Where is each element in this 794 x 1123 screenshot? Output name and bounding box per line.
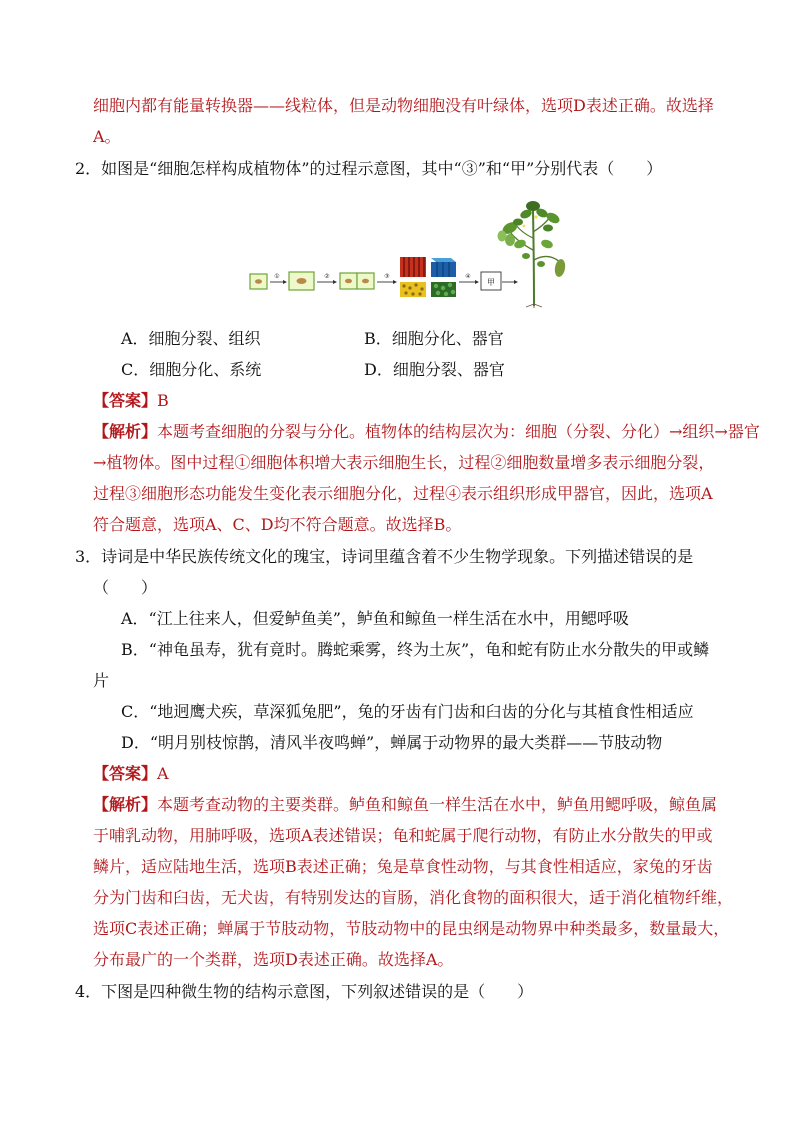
question-3-analysis-line-4: 分为门齿和臼齿，无犬齿，有特别发达的盲肠，消化食物的面积很大，适于消化植物纤维， <box>93 888 734 907</box>
question-2-analysis-line-1 <box>93 422 760 442</box>
prev-analysis-line-1: 细胞内都有能量转换器——线粒体，但是动物细胞没有叶绿体，选项D表述正确。故选择 <box>93 96 714 115</box>
analysis-tag: 【解析】 <box>93 795 158 814</box>
question-3-option-c: C．“地迥鹰犬疾，草深狐兔肥”，兔的牙齿有门齿和臼齿的分化与其植食性相适应 <box>121 702 694 721</box>
question-3-option-d: D．“明月别枝惊鹊，清风半夜鸣蝉”，蝉属于动物界的最大类群——节肢动物 <box>121 733 663 752</box>
step-label-1: ① <box>274 273 280 280</box>
question-3-analysis-line-3: 鳞片，适应陆地生活，选项B表述正确；兔是草食性动物，与其食性相适应，家兔的牙齿 <box>93 857 713 876</box>
analysis-tag: 【解析】 <box>93 422 158 441</box>
question-3-stem-line-2: （ ） <box>93 578 158 597</box>
single-cell-2 <box>289 272 314 290</box>
question-2-option-c: C．细胞分化、系统 <box>121 360 262 379</box>
question-3-answer <box>93 764 169 784</box>
question-3-option-b: B．“神龟虽寿，犹有竟时。腾蛇乘雾，终为土灰”，龟和蛇有防止水分散失的甲或鳞 <box>121 640 710 659</box>
question-2-analysis-line-3: 过程③细胞形态功能发生变化表示细胞分化，过程④表示组织形成甲器官，因此，选项A <box>93 484 713 503</box>
analysis-text: 本题考查细胞的分裂与分化。植物体的结构层次为：细胞（分裂、分化）→组织→器官 <box>157 422 760 441</box>
organ-box-label: 甲 <box>487 278 495 287</box>
question-3-analysis-line-1 <box>93 795 717 815</box>
question-2-analysis-line-4: 符合题意，选项A、C、D均不符合题意。故选择B。 <box>93 515 462 534</box>
question-4-stem: 4．下图是四种微生物的结构示意图，下列叙述错误的是（ ） <box>75 982 534 1001</box>
question-3-option-b-cont: 片 <box>93 671 110 690</box>
question-2-answer <box>93 391 169 411</box>
question-3-analysis-line-5: 选项C表述正确；蝉属于节肢动物，节肢动物中的昆虫纲是动物界中种类最多，数量最大， <box>93 919 730 938</box>
question-2-stem: 2．如图是“细胞怎样构成植物体”的过程示意图，其中“③”和“甲”分别代表（ ） <box>75 159 663 178</box>
prev-analysis-line-2: A。 <box>93 127 121 146</box>
question-3-analysis-line-6: 分布最广的一个类群，选项D表述正确。故选择A。 <box>93 950 454 969</box>
step-label-4: ④ <box>465 273 471 280</box>
question-2-option-b: B．细胞分化、器官 <box>364 329 504 348</box>
cell-to-plant-diagram <box>248 196 578 308</box>
question-3-analysis-line-2: 于哺乳动物，用肺呼吸，选项A表述错误；龟和蛇属于爬行动物，有防止水分散失的甲或 <box>93 826 713 845</box>
answer-value: B <box>157 391 169 410</box>
answer-tag: 【答案】 <box>93 764 158 783</box>
answer-value: A <box>157 764 169 783</box>
tissue-group <box>400 257 456 297</box>
plant-illustration <box>498 201 567 308</box>
analysis-text: 本题考查动物的主要类群。鲈鱼和鲸鱼一样生活在水中，鲈鱼用鳃呼吸，鲸鱼属 <box>157 795 718 814</box>
single-cell-1 <box>250 274 267 289</box>
question-2-option-d: D．细胞分裂、器官 <box>364 360 505 379</box>
question-2-option-a: A．细胞分裂、组织 <box>121 329 261 348</box>
question-3-option-a: A．“江上往来人，但爱鲈鱼美”，鲈鱼和鲸鱼一样生活在水中，用鳃呼吸 <box>121 609 629 628</box>
step-label-2: ② <box>324 273 330 280</box>
step-label-3: ③ <box>384 273 390 280</box>
divided-cells <box>340 273 374 289</box>
question-2-analysis-line-2: →植物体。图中过程①细胞体积增大表示细胞生长，过程②细胞数量增多表示细胞分裂， <box>93 453 715 472</box>
answer-tag: 【答案】 <box>93 391 158 410</box>
question-3-stem-line-1: 3．诗词是中华民族传统文化的瑰宝，诗词里蕴含着不少生物学现象。下列描述错误的是 <box>75 547 694 566</box>
